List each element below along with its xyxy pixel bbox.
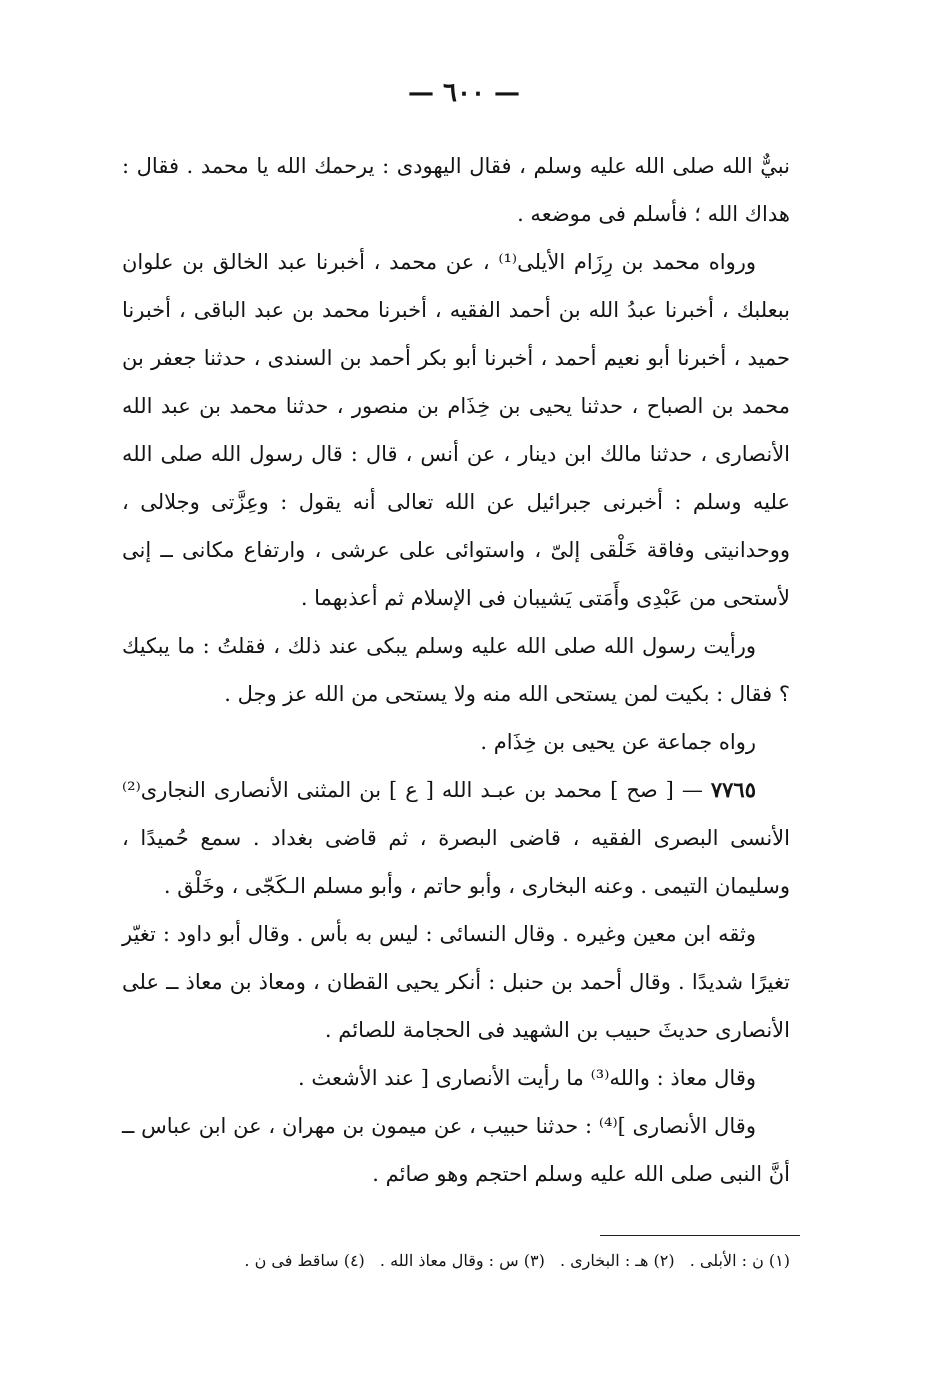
entry-text: — [ صح ] محمد بن عبـد الله [ ع ] بن المثنى الأنصارى النجارى⁽²⁾ الأنسى البصرى الفقيه ، قاضى البصرة ، ثم قاضى بغداد . سمع حُميدًا ، وسليمان التيمى . وعنه البخارى ، وأبو حاتم ، وأبو مسلم الـكَجّى ، وخَلْق . (122, 778, 790, 898)
footnote-1: (١) ن : الأبلى . (689, 1251, 790, 1270)
paragraph-continuation: نبيٌّ الله صلى الله عليه وسلم ، فقال اليهودى : يرحمك الله يا محمد . فقال : هداك الله ؛ فأسلم فى موضعه . (122, 154, 790, 226)
paragraph-cupping-hadith: وقال الأنصارى ]⁽⁴⁾ : حدثنا حبيب ، عن ميمون بن مهران ، عن ابن عباس ــ أنَّ النبى صلى الله عليه وسلم احتجم وهو صائم . (122, 1114, 790, 1186)
paragraph-grading: وثقه ابن معين وغيره . وقال النسائى : ليس به بأس . وقال أبو داود : تغيّر تغيرًا شديدًا . وقال أحمد بن حنبل : أنكر يحيى القطان ، ومعاذ بن معاذ ــ على الأنصارى حديثَ حبيب بن الشهيد فى الحجامة للصائم . (122, 922, 790, 1042)
main-text (122, 142, 790, 1198)
footnote-divider (600, 1235, 800, 1236)
paragraph-muadh-statement: وقال معاذ : والله⁽³⁾ ما رأيت الأنصارى [ عند الأشعث . (298, 1066, 756, 1090)
paragraph-chain-of-narration: ورواه محمد بن رِزَام الأيلى⁽¹⁾ ، عن محمد ، أخبرنا عبد الخالق بن علوان ببعلبك ، أخبرنا عبدُ الله بن أحمد الفقيه ، أخبرنا محمد بن عبد الباقى ، أخبرنا حميد ، أخبرنا أبو نعيم أحمد ، أخبرنا أبو بكر أحمد بن السندى ، حدثنا جعفر بن محمد بن الصباح ، حدثنا يحيى بن خِذَام بن منصور ، حدثنا محمد بن عبد الله الأنصارى ، حدثنا مالك ابن دينار ، عن أنس ، قال : قال رسول الله صلى الله عليه وسلم : أخبرنى جبرائيل عن الله تعالى أنه يقول : وعِزَّتى وجلالى ، ووحدانيتى وفاقة خَلْقى إلىّ ، واستوائى على عرشى ، وارتفاع مكانى ــ إنى لأستحى من عَبْدِى وأَمَتى يَشيبان فى الإسلام ثم أعذبهما . (122, 250, 790, 610)
footnote-3: (٣) س : وقال معاذ الله . (379, 1251, 545, 1270)
footnote-2: (٢) هـ : البخارى . (559, 1251, 675, 1270)
paragraph-weeping: ورأيت رسول الله صلى الله عليه وسلم يبكى عند ذلك ، فقلتُ : ما يبكيك ؟ فقال : بكيت لمن يستحى الله منه ولا يستحى من الله عز وجل . (122, 634, 790, 706)
paragraph-narrated-by-group: رواه جماعة عن يحيى بن خِذَام . (480, 730, 756, 754)
footnotes (122, 1248, 790, 1274)
entry-number: ٧٧٦٥ (710, 777, 756, 802)
page-number: — ٦٠٠ — (407, 78, 521, 108)
footnote-4: (٤) ساقط فى ن . (244, 1251, 365, 1270)
biography-entry (122, 766, 790, 910)
